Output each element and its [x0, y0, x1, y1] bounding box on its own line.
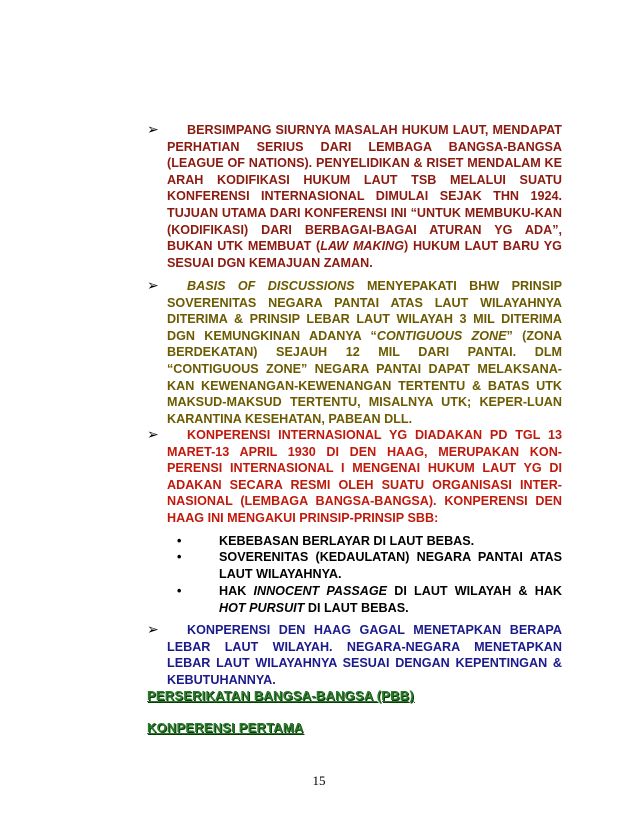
- text-run-italic: LAW MAKING: [320, 239, 405, 254]
- text-run: HAK: [219, 583, 254, 598]
- text-run: ) HUKUM LAUT BARU YG SESUAI DGN KEMAJUAN ZAMAN.: [167, 239, 562, 270]
- text-run: BERSIMPANG SIURNYA MASALAH HUKUM LAUT, MENDAPAT PERHATIAN SERIUS DARI LEMBAGA BANGSA-BANGSA (LEAGUE OF NATIONS). PENYELIDIKAN & RISET MENDALAM KE ARAH KODIFIKASI HUKUM LAUT TSB MELALUI SUATU KONFERENSI INTERNASIONAL DIMULAI SEJAK THN 1924. TUJUAN UTAMA DARI KONFERENSI INI “UNTUK MEMBUKU-KAN (KODIFIKASI) DARI BERBAGAI-BAGAI ATURAN YG ADA”, BUKAN UTK MEMBUAT (: [167, 123, 562, 254]
- text-run: SOVERENITAS (KEDAULATAN) NEGARA PANTAI ATAS LAUT WILAYAHNYA.: [219, 550, 562, 582]
- bullet-dot-icon: •: [177, 550, 182, 565]
- text-run: KONPERENSI DEN HAAG GAGAL MENETAPKAN BERAPA LEBAR LAUT WILAYAH. NEGARA-NEGARA MENETAPKAN LEBAR LAUT WILAYAHNYA SESUAI DENGAN KEPENTINGAN & KEBUTUHANNYA.: [167, 623, 562, 687]
- text-run-italic: INNOCENT PASSAGE: [253, 583, 388, 598]
- bullet-text-2: [167, 278, 562, 427]
- text-run: DI LAUT BEBAS.: [304, 600, 409, 615]
- bullet-text-1: [167, 122, 562, 271]
- text-run: DI LAUT WILAYAH & HAK: [387, 583, 562, 598]
- page-number: 15: [312, 773, 326, 788]
- text-run: KONPERENSI INTERNASIONAL YG DIADAKAN PD TGL 13 MARET-13 APRIL 1930 DI DEN HAAG, MERUPAKAN KON-PERENSI INTERNASIONAL I MENGENAI HUKUM LAUT YG DI ADAKAN SECARA RESMI OLEH SUATU ORGANISASI INTER-NASIONAL (LEMBAGA BANGSA-BANGSA). KONPERENSI DEN HAAG INI MENGAKUI PRINSIP-PRINSIP SBB:: [167, 428, 562, 525]
- bullet-block-4: [147, 622, 562, 688]
- sub-list: [147, 533, 562, 617]
- section-heading-konperensi-pertama: KONPERENSI PERTAMA: [147, 720, 304, 735]
- bullet-block-3: [147, 427, 562, 617]
- text-run-italic: CONTIGUOUS ZONE: [376, 328, 507, 343]
- bullet-dot-icon: •: [177, 583, 182, 598]
- sub-list-item: [177, 583, 562, 617]
- bullet-text-3: [167, 427, 562, 527]
- text-run: KEBEBASAN BERLAYAR DI LAUT BEBAS.: [219, 533, 475, 548]
- section-heading-pbb: PERSERIKATAN BANGSA-BANGSA (PBB): [147, 688, 414, 703]
- arrow-bullet-icon: ➢: [147, 622, 159, 638]
- bullet-block-2: [147, 278, 562, 427]
- arrow-bullet-icon: ➢: [147, 122, 159, 138]
- text-run-italic: HOT PURSUIT: [219, 600, 305, 615]
- bullet-block-1: [147, 122, 562, 271]
- text-run: ” (ZONA BERDEKATAN) SEJAUH 12 MIL DARI PANTAI. DLM “CONTIGUOUS ZONE” NEGARA PANTAI DAPAT MELAKSANA-KAN KEWENANGAN-KEWENANGAN TERTENTU & BATAS UTK MAKSUD-MAKSUD TERTENTU, MISALNYA UTK; KEPER-LUAN KARANTINA KESEHATAN, PABEAN DLL.: [167, 328, 562, 426]
- bullet-dot-icon: •: [177, 533, 182, 548]
- arrow-bullet-icon: ➢: [147, 278, 159, 294]
- sub-list-item: [177, 549, 562, 583]
- text-run: MENYEPAKATI BHW PRINSIP SOVERENITAS NEGARA PANTAI ATAS LAUT WILAYAHNYA DITERIMA & PRINSIP LEBAR LAUT WILAYAH 3 MIL DITERIMA DGN KEMUNGKINAN ADANYA “: [167, 279, 562, 343]
- arrow-bullet-icon: ➢: [147, 427, 159, 443]
- text-run-italic: BASIS OF DISCUSSIONS: [187, 279, 355, 293]
- bullet-text-4: [167, 622, 562, 688]
- sub-list-item: [177, 533, 562, 550]
